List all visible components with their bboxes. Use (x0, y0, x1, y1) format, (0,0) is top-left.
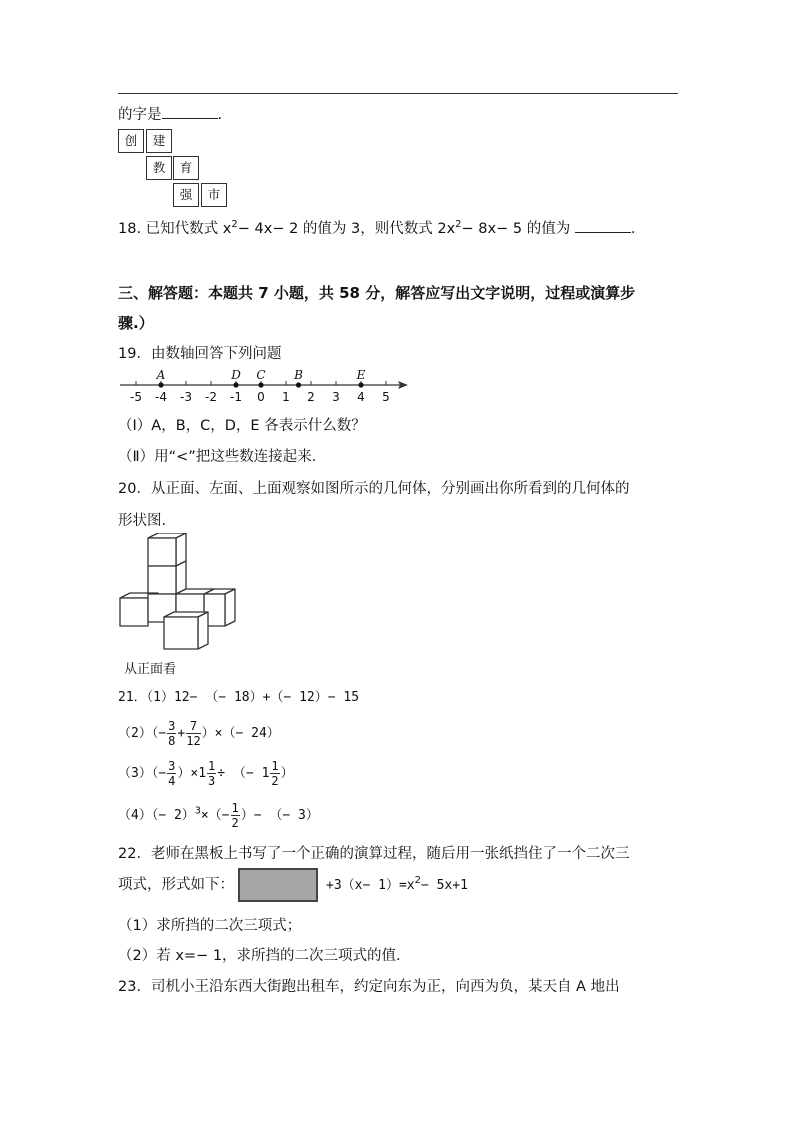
point-d (233, 382, 238, 387)
tick-label: 2 (307, 390, 315, 404)
superscript: 2 (455, 219, 462, 231)
fraction (270, 759, 279, 788)
denominator: 8 (168, 734, 176, 748)
tick-label: -3 (180, 390, 192, 404)
tick-label: 0 (257, 390, 265, 404)
q21-part4 (118, 801, 319, 830)
numerator: 1 (208, 759, 216, 773)
numerator: 1 (271, 759, 279, 773)
denominator: 2 (231, 816, 239, 830)
net-cell: 创 (118, 129, 144, 153)
numerator: 3 (168, 719, 176, 733)
tick-label: 4 (357, 390, 365, 404)
question-number: 18. (118, 221, 142, 237)
expr-text: ）− （− 3） (240, 808, 319, 823)
fraction (207, 759, 216, 788)
q22-line2 (118, 868, 468, 902)
tick-label: -4 (155, 390, 167, 404)
point-label: B (294, 368, 303, 382)
superscript: 2 (231, 219, 238, 231)
superscript: 3 (194, 805, 201, 817)
q22-line1: 22．老师在黑板上书写了一个正确的演算过程，随后用一张纸挡住了一个二次三 (118, 846, 630, 862)
tick-label: -2 (205, 390, 217, 404)
expr-text: ）×（− 24） (201, 726, 280, 741)
number-line (118, 368, 410, 406)
q19-part2: （Ⅱ）用“<”把这些数连接起来. (118, 449, 317, 465)
q20-line2: 形状图. (118, 513, 167, 529)
tick-label: -1 (230, 390, 242, 404)
q21-part3 (118, 759, 294, 788)
net-cell: 强 (173, 183, 199, 207)
q20-line1: 20．从正面、左面、上面观察如图所示的几何体，分别画出你所看到的几何体的 (118, 481, 630, 497)
q21-part2 (118, 719, 280, 748)
denominator: 2 (271, 774, 279, 788)
point-e (358, 382, 363, 387)
denominator: 3 (208, 774, 216, 788)
point-a (158, 382, 163, 387)
expr-text: ×（− (200, 808, 230, 823)
q18-text-c: − 8x− 5 的值为 (461, 221, 571, 237)
fraction (231, 801, 240, 830)
expr-text: ）×1 (177, 766, 207, 781)
expr-text: （2）（− (118, 726, 167, 741)
section-heading-cont: 骤.） (118, 314, 154, 332)
expr-text: ） (280, 766, 294, 781)
expr-text: （4）（− 2） (118, 808, 195, 823)
fraction (186, 719, 200, 748)
fraction (167, 719, 176, 748)
numerator: 7 (186, 719, 200, 734)
answer-blank (162, 104, 218, 119)
q22-part2: （2）若 x=− 1，求所挡的二次三项式的值. (118, 948, 401, 964)
fraction (167, 759, 176, 788)
net-cell: 市 (201, 183, 227, 207)
q23-line1: 23．司机小王沿东西大街跑出租车，约定向东为正，向西为负，某天自 A 地出 (118, 979, 620, 995)
q18-line (118, 217, 635, 238)
superscript: 2 (414, 875, 421, 887)
point-label: D (231, 368, 241, 382)
numerator: 3 (168, 759, 176, 773)
cube-caption: 从正面看 (124, 662, 177, 677)
tick-label: -5 (130, 390, 142, 404)
q18-text-b: − 4x− 2 的值为 3，则代数式 2x (237, 221, 456, 237)
section-heading: 三、解答题：本题共 7 小题，共 58 分，解答应写出文字说明，过程或演算步 (118, 284, 636, 302)
cube-figure (118, 533, 238, 678)
q17-text: 的字是 (118, 107, 162, 123)
q17-line (118, 103, 222, 124)
q22-expr: +3（x− 1）=x (326, 878, 415, 893)
point-label: E (356, 368, 366, 382)
expr-text: ÷ （− 1 (217, 766, 270, 781)
tick-label: 5 (382, 390, 390, 404)
denominator: 4 (168, 774, 176, 788)
expr-text: + (177, 726, 186, 741)
net-cell: 教 (146, 156, 172, 180)
point-label: A (156, 368, 166, 382)
denominator: 12 (186, 734, 201, 748)
q22-expr: − 5x+1 (421, 878, 468, 893)
q19-part1: （Ⅰ）A，B，C，D，E 各表示什么数？ (118, 418, 366, 434)
tick-label: 1 (282, 390, 290, 404)
net-cell: 建 (146, 129, 172, 153)
expr-text: （3）（− (118, 766, 167, 781)
covered-paper (238, 868, 318, 902)
point-b (296, 382, 301, 387)
q22-part1: （1）求所挡的二次三项式； (118, 918, 302, 934)
q18-text-a: 已知代数式 x (145, 221, 232, 237)
header-rule (118, 93, 678, 94)
q22-text: 项式，形式如下： (118, 877, 234, 893)
q17-period: . (217, 107, 223, 123)
q18-period: . (630, 221, 636, 237)
numerator: 1 (231, 801, 239, 815)
net-cell: 育 (173, 156, 199, 180)
q19-title: 19．由数轴回答下列问题 (118, 346, 282, 362)
q21-part1: 21．（1）12− （− 18）+（− 12）− 15 (118, 690, 360, 705)
point-label: C (256, 368, 266, 382)
answer-blank (575, 218, 631, 233)
tick-label: 3 (332, 390, 340, 404)
point-c (258, 382, 263, 387)
